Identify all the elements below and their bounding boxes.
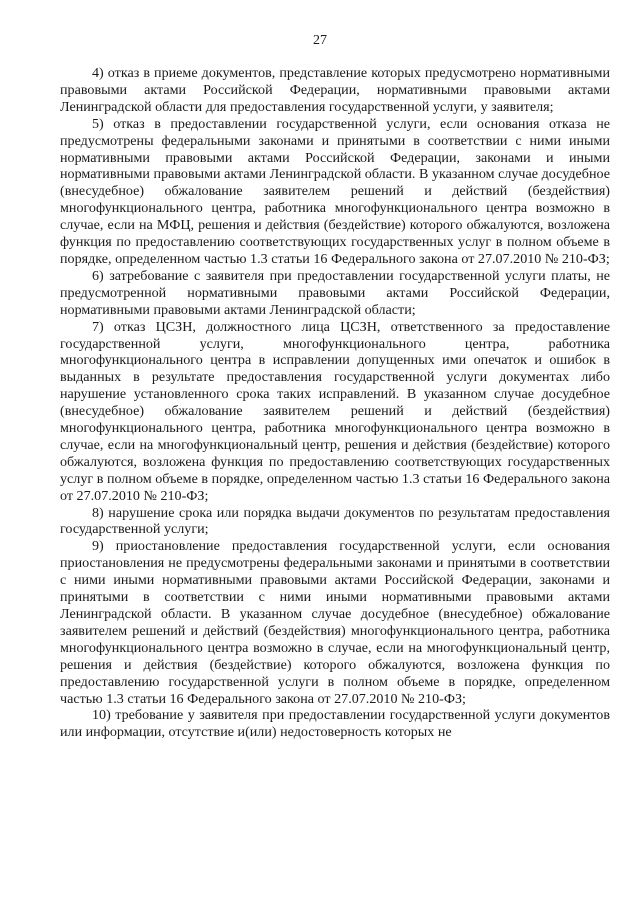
document-body	[60, 65, 610, 741]
page-number: 27	[313, 33, 327, 48]
paragraph-item-9: 9) приостановление предоставления государственной услуги, если основания приостановления не предусмотрены федеральными законами и принятыми в соответствии с ними иными нормативными правовыми актами Российской Федерации, законами и принятыми в соответствии с ними иными нормативными правовыми актами Ленинградской области. В указанном случае досудебное (внесудебное) обжалование заявителем решений и действий (бездействия) многофункционального центра, работника многофункционального центра возможно в случае, если на многофункциональный центр, решения и действия (бездействие) которого обжалуются, возложена функция по предоставлению государственной услуги в полном объеме в порядке, определенном частью 1.3 статьи 16 Федерального закона от 27.07.2010 № 210-ФЗ;	[60, 538, 610, 707]
paragraph-item-6: 6) затребование с заявителя при предоставлении государственной услуги платы, не предусмотренной нормативными правовыми актами Российской Федерации, нормативными правовыми актами Ленинградской области;	[60, 267, 610, 318]
paragraph-item-8: 8) нарушение срока или порядка выдачи документов по результатам предоставления государственной услуги;	[60, 504, 610, 538]
paragraph-item-7: 7) отказ ЦСЗН, должностного лица ЦСЗН, ответственного за предоставление государственной услуги, многофункционального центра, работника многофункционального центра в исправлении допущенных ими опечаток и ошибок в выданных в результате предоставления государственной услуги документах либо нарушение установленного срока таких исправлений. В указанном случае досудебное (внесудебное) обжалование заявителем решений и действий (бездействия) многофункционального центра, работника многофункционального центра возможно в случае, если на многофункциональный центр, решения и действия (бездействие) которого обжалуются, возложена функция по предоставлению соответствующих государственных услуг в полном объеме в порядке, определенном частью 1.3 статьи 16 Федерального закона от 27.07.2010 № 210-ФЗ;	[60, 318, 610, 504]
paragraph-item-5: 5) отказ в предоставлении государственной услуги, если основания отказа не предусмотрены федеральными законами и принятыми в соответствии с ними иными нормативными правовыми актами Российской Федерации, законами и иными нормативными правовыми актами Ленинградской области. В указанном случае досудебное (внесудебное) обжалование заявителем решений и действий (бездействия) многофункционального центра, работника многофункционального центра возможно в случае, если на МФЦ, решения и действия (бездействие) которого обжалуются, возложена функция по предоставлению соответствующих государственных услуг в полном объеме в порядке, определенном частью 1.3 статьи 16 Федерального закона от 27.07.2010 № 210-ФЗ;	[60, 115, 610, 267]
paragraph-item-4: 4) отказ в приеме документов, представление которых предусмотрено нормативными правовыми актами Российской Федерации, нормативными правовыми актами Ленинградской области для предоставления государственной услуги, у заявителя;	[60, 65, 610, 115]
paragraph-item-10: 10) требование у заявителя при предоставлении государственной услуги документов или информации, отсутствие и(или) недостоверность которых не	[60, 707, 610, 741]
